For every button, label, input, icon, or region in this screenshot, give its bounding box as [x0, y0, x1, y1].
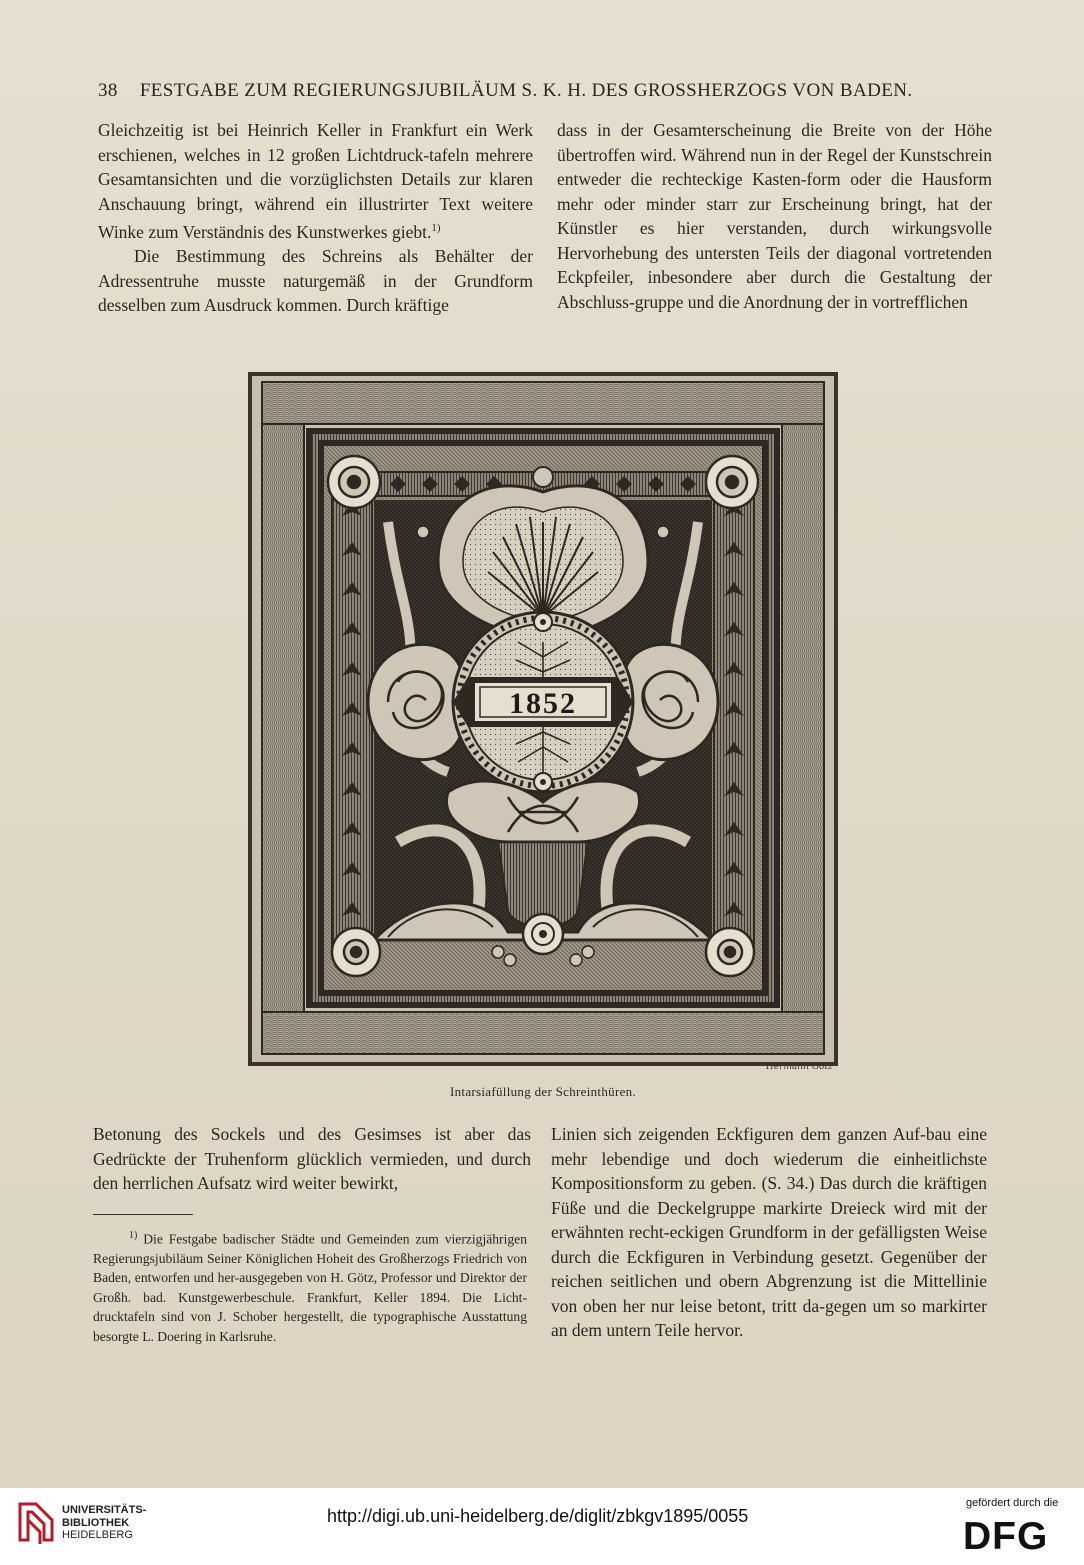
artist-signature: Hermann Götz [766, 1062, 833, 1072]
library-logo-icon [14, 1500, 56, 1546]
figure-caption: Intarsiafüllung der Schreinthüren. [449, 1084, 636, 1099]
library-name: UNIVERSITÄTS- BIBLIOTHEK HEIDELBERG [62, 1504, 147, 1541]
running-header [98, 80, 968, 102]
footnote-reference: 1) [431, 222, 441, 234]
text-column-bottom-left [93, 1122, 531, 1196]
footnote-marker: 1) [129, 1230, 138, 1241]
paragraph: Die Bestimmung des Schreins als Behälter der Adressentruhe musste naturgemäß in der Grundform desselben zum Ausdruck kommen. Durch kräftige [98, 246, 533, 316]
year-plaque: 1852 [509, 687, 577, 720]
text-column-bottom-right [551, 1122, 987, 1343]
intarsia-illustration [248, 372, 838, 1066]
text-column-top-left [98, 118, 533, 318]
funding-note: gefördert durch die [966, 1497, 1059, 1509]
footnote-text: Die Festgabe badischer Städte und Gemeinden zum vierzigjährigen Regierungsjubiläum Seiner Königlichen Hoheit des Großherzogs Friedrich von Baden, entworfen und her-ausgegeben von H. Götz, Professor und Direktor der Großh. bad. Kunstgewerbeschule. Frankfurt, Keller 1894. Die Licht-drucktafeln sind von J. Schober hergestellt, die typographische Ausstattung besorgte L. Doering in Karlsruhe. [93, 1231, 527, 1344]
paragraph: Linien sich zeigenden Eckfiguren dem ganzen Auf-bau eine mehr lebendige und doch wiederum die einheitlichste Kompositionsform zu geben. (S. 34.) Das durch die kräftigen Füße und die Deckelgruppe markirte Dreieck wird mit der erwähnten recht-eckigen Grundform in der gefälligsten Weise durch die Eckfiguren in Verbindung gesetzt. Gegenüber der reichen seitlichen und obern Abgrenzung ist die Mittellinie von oben her nur leise betont, tritt da-gegen um so markirter an dem untern Teile hervor. [551, 1124, 987, 1340]
paragraph: Gleichzeitig ist bei Heinrich Keller in Frankfurt ein Werk erschienen, welches in 12 großen Lichtdruck-tafeln mehrere Gesamtansichten und die vorzüglichsten Details zur klaren Anschauung bringt, während ein illustrirter Text weitere Winke zum Verständnis des Kunstwerkes giebt.$^{1)}$ [98, 120, 533, 242]
footnote-rule [93, 1214, 193, 1215]
digitization-footer [0, 1488, 1084, 1565]
running-title: FESTGABE ZUM REGIERUNGSJUBILÄUM S. K. H. DES GROSSHERZOGS VON BADEN. [139, 80, 913, 101]
permalink-url[interactable]: http://digi.ub.uni-heidelberg.de/diglit/zbkgv1895/0055 [327, 1506, 749, 1526]
page-number: 38 [98, 80, 118, 101]
footnote [93, 1226, 527, 1346]
paragraph: dass in der Gesamterscheinung die Breite von der Höhe übertroffen wird. Während nun in der Regel der Kunstschrein entweder die rechteckige Kasten-form oder die Hausform mehr oder minder starr zur Erscheinung bringt, hat der Künstler es hier verstanden, durch wirkungsvolle Hervorhebung des untersten Teils der diagonal vortretenden Eckpfeiler, inbesondere aber durch die Gestaltung der Abschluss-gruppe und die Anordnung der in vortrefflichen [557, 120, 992, 312]
dfg-logo: DFG [963, 1515, 1049, 1558]
text-column-top-right [557, 118, 992, 314]
paragraph: Betonung des Sockels und des Gesimses ist aber das Gedrückte der Truhenform glücklich vermieden, und durch den herrlichen Aufsatz wird weiter bewirkt, [93, 1124, 531, 1193]
